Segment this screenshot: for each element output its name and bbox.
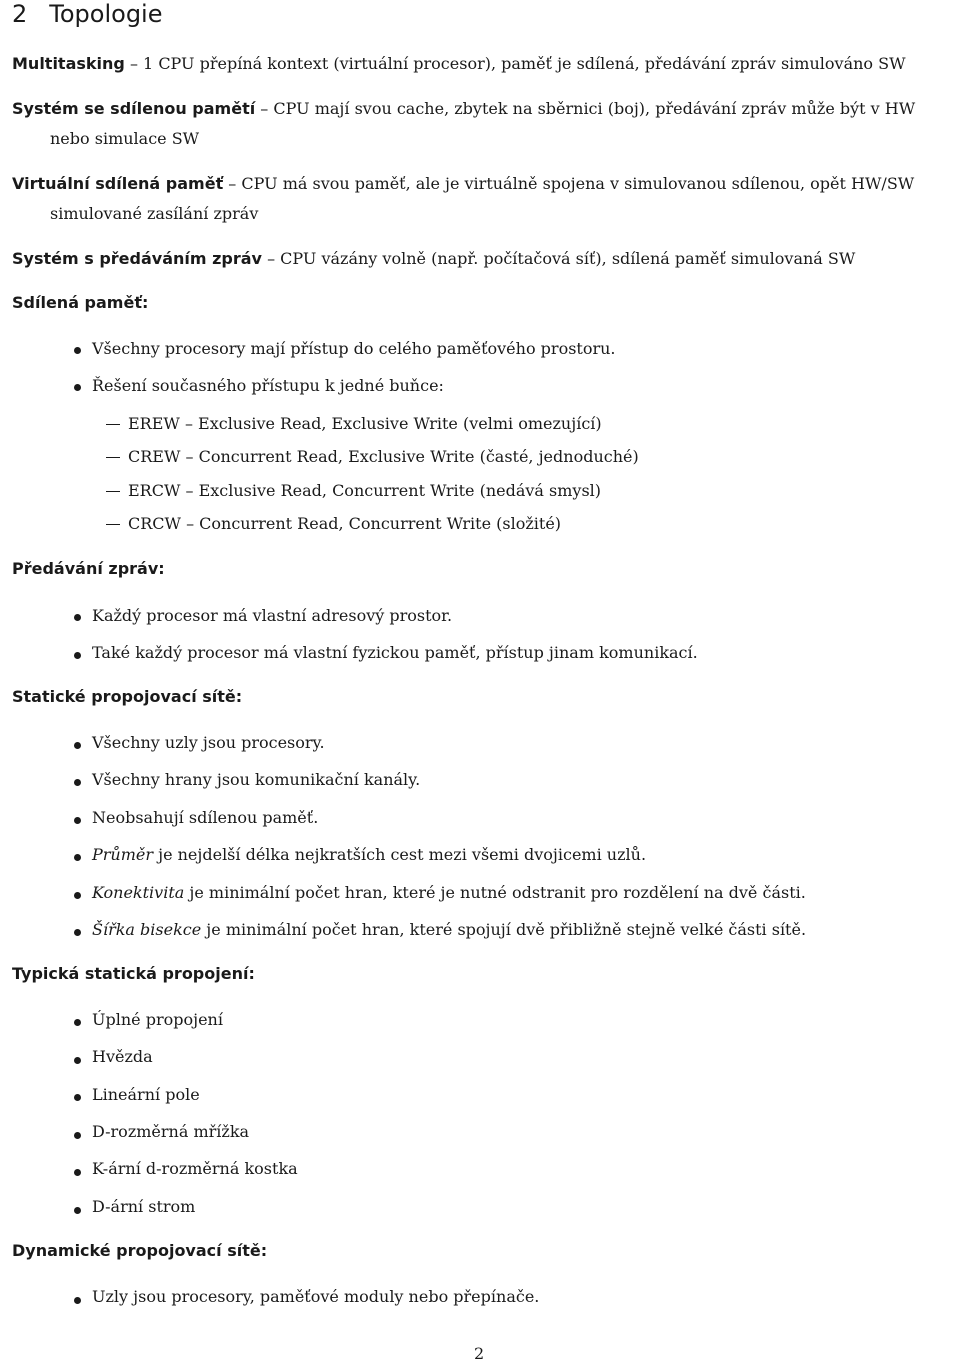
sub-list-item: CRCW – Concurrent Read, Concurrent Write (složité) [128, 514, 562, 533]
bullet-icon [74, 1057, 81, 1064]
list-item: K-ární d-rozměrná kostka [92, 1159, 298, 1178]
bullet-icon [74, 854, 81, 861]
definition-message-passing: Systém s předáváním zpráv – CPU vázány volně (např. počítačová síť), sdílená paměť simulovaná SW [12, 249, 856, 268]
bullet-icon [74, 1207, 81, 1214]
section-title: Topologie [49, 0, 163, 28]
bullet-icon [74, 742, 81, 749]
list-item: D-rozměrná mřížka [92, 1122, 250, 1141]
dash-icon [106, 524, 120, 525]
sub-list-item: EREW – Exclusive Read, Exclusive Write (velmi omezující) [128, 414, 602, 433]
list-item: Také každý procesor má vlastní fyzickou paměť, přístup jinam komunikací. [92, 643, 698, 662]
bullet-icon [74, 652, 81, 659]
dash-icon [106, 491, 120, 492]
list-item: Úplné propojení [92, 1010, 223, 1029]
list-item-connectivity: Konektivita je minimální počet hran, které je nutné odstranit pro rozdělení na dvě části. [92, 883, 806, 902]
sub-list-item: ERCW – Exclusive Read, Concurrent Write (nedává smysl) [128, 481, 602, 500]
typical-static-heading: Typická statická propojení: [12, 964, 255, 983]
bullet-icon [74, 347, 81, 354]
bullet-icon [74, 892, 81, 899]
bullet-icon [74, 384, 81, 391]
sub-list-item: CREW – Concurrent Read, Exclusive Write (časté, jednoduché) [128, 447, 639, 466]
section-heading [12, 0, 162, 28]
list-item-diameter: Průměr je nejdelší délka nejkratších cest mezi všemi dvojicemi uzlů. [92, 845, 647, 864]
list-item: D-ární strom [92, 1197, 196, 1216]
list-item: Uzly jsou procesory, paměťové moduly nebo přepínače. [92, 1287, 540, 1306]
shared-memory-heading: Sdílená paměť: [12, 293, 149, 312]
list-item: Všechny hrany jsou komunikační kanály. [92, 770, 421, 789]
list-item-bisection-width: Šířka bisekce je minimální počet hran, které spojují dvě přibližně stejně velké části sítě. [92, 920, 807, 939]
bullet-icon [74, 614, 81, 621]
definition-multitasking: Multitasking – 1 CPU přepíná kontext (virtuální procesor), paměť je sdílená, předávání zpráv simulováno SW [12, 54, 906, 73]
dynamic-networks-heading: Dynamické propojovací sítě: [12, 1241, 268, 1260]
bullet-icon [74, 1094, 81, 1101]
definition-shared-memory-system: Systém se sdílenou pamětí – CPU mají svou cache, zbytek na sběrnici (boj), předávání zpráv může být v HW [12, 99, 916, 118]
bullet-icon [74, 1019, 81, 1026]
bullet-icon [74, 1297, 81, 1304]
list-item: Řešení současného přístupu k jedné buňce: [92, 376, 444, 395]
bullet-icon [74, 929, 81, 936]
bullet-icon [74, 1132, 81, 1139]
dash-icon [106, 457, 120, 458]
bullet-icon [74, 1169, 81, 1176]
definition-virtual-shared-memory: Virtuální sdílená paměť – CPU má svou paměť, ale je virtuálně spojena v simulovanou sdílenou, opět HW/SW [12, 174, 915, 193]
list-item: Lineární pole [92, 1085, 200, 1104]
bullet-icon [74, 779, 81, 786]
list-item: Hvězda [92, 1047, 153, 1066]
definition-virtual-shared-memory-cont: simulované zasílání zpráv [50, 204, 259, 223]
list-item: Všechny procesory mají přístup do celého paměťového prostoru. [92, 339, 616, 358]
bullet-icon [74, 817, 81, 824]
page-number: 2 [474, 1344, 485, 1363]
list-item: Neobsahují sdílenou paměť. [92, 808, 319, 827]
list-item: Všechny uzly jsou procesory. [92, 733, 325, 752]
section-number: 2 [12, 0, 28, 28]
static-networks-heading: Statické propojovací sítě: [12, 687, 243, 706]
definition-shared-memory-system-cont: nebo simulace SW [50, 129, 200, 148]
list-item: Každý procesor má vlastní adresový prostor. [92, 606, 453, 625]
message-passing-heading: Předávání zpráv: [12, 559, 165, 578]
dash-icon [106, 424, 120, 425]
